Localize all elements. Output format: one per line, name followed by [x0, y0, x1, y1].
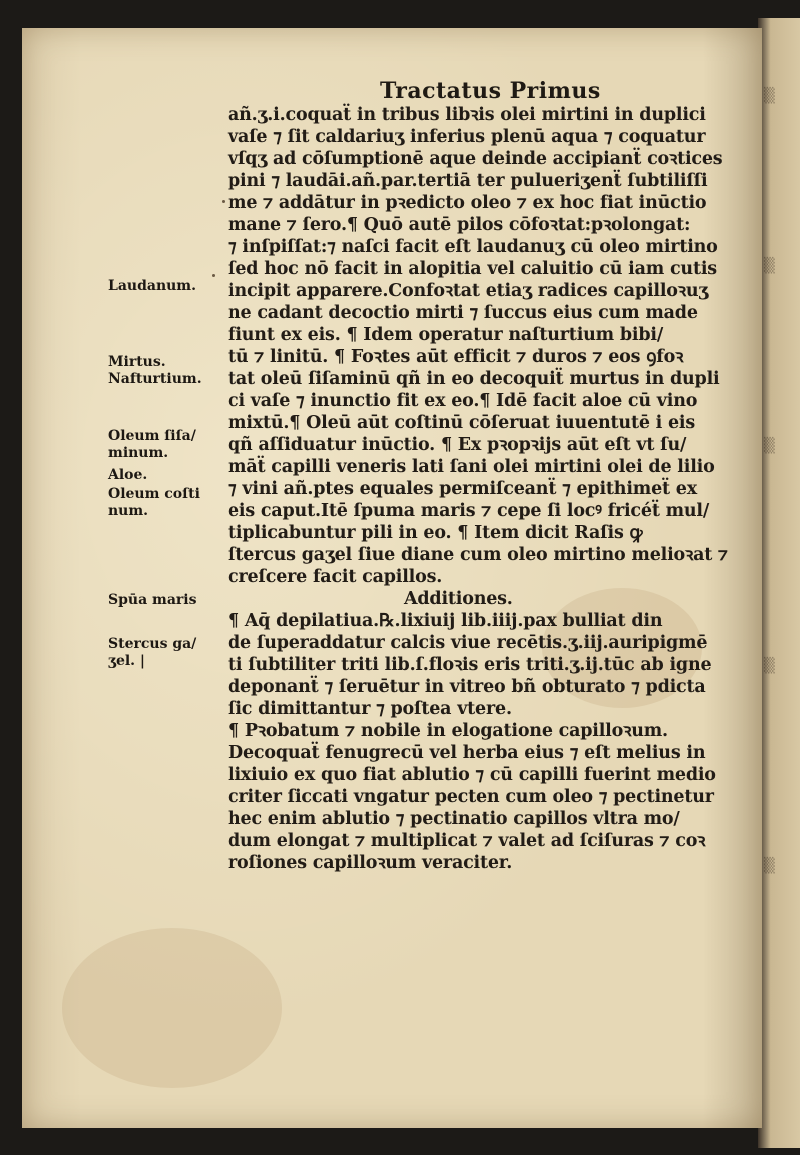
text-line: de ſuperaddatur calcis viue recētis.ʒ.iij.auripigmē: [228, 633, 708, 653]
text-line: criter ſiccati vngatur pecten cum oleo ⁊ pectinetur: [228, 787, 714, 807]
ink-speck: [212, 274, 215, 277]
text-line: ci vaſe ⁊ inunctio fit ex eo.¶ Idē facit aloe cū vino: [228, 391, 698, 411]
text-line: lixiuio ex quo fiat ablutio ⁊ cū capilli fuerint medio: [228, 765, 716, 785]
text-line: incipit apparere.Confoꝛtat etiaʒ radices capilloꝛuʒ: [228, 281, 709, 301]
text-line: mixtū.¶ Oleū aūt coſtinū cōſeruat iuuentutē i eis: [228, 413, 696, 433]
margin-note: Oleum coſti num.: [108, 486, 200, 519]
text-line: tū ⁊ linitū. ¶ Foꝛtes aūt efficit ⁊ duros ⁊ eos ꝯfoꝛ: [228, 347, 684, 367]
text-line: roſiones capilloꝛum veraciter.: [228, 853, 513, 873]
text-line: Decoquaẗ fenugrecū vel herba eius ⁊ eſt melius in: [228, 743, 706, 763]
text-line: ⁊ vini añ.ptes equales permiſceanẗ ⁊ epithimeẗ ex: [228, 479, 697, 499]
ink-speck: [222, 200, 225, 203]
text-line: ſed hoc nō facit in alopitia vel caluitio cū iam cutis: [228, 259, 717, 279]
main-text-column: [228, 104, 748, 874]
text-line: eis caput.Itē ſpuma maris ⁊ cepe ſi locꝰ fricéẗ mul/: [228, 501, 710, 521]
text-line: ⁊ inſpiſſat:⁊ naſci facit eſt laudanuʒ cū oleo mirtino: [228, 237, 718, 257]
text-line: me ⁊ addātur in pꝛedicto oleo ⁊ ex hoc fiat inūctio: [228, 193, 707, 213]
margin-note: Oleum ſiſa/ minum.: [108, 428, 196, 461]
text-line: vaſe ⁊ ſit caldariuʒ inferius plenū aqua ⁊ coquatur: [228, 127, 706, 147]
text-line: mane ⁊ ſero.¶ Quō autē pilos cōfoꝛtat:pꝛolongat:: [228, 215, 691, 235]
text-line: creſcere facit capillos.: [228, 567, 443, 587]
running-head: Tractatus Primus: [380, 78, 601, 104]
text-line: hec enim ablutio ⁊ pectinatio capillos vltra mo/: [228, 809, 680, 829]
text-line: vſqʒ ad cōſumptionē aque deinde accipianẗ coꝛtices: [228, 149, 723, 169]
text-line: ¶ Aq̄ depilatiua.℞.lixiuij lib.iiij.pax bulliat din: [228, 611, 663, 631]
text-line: dum elongat ⁊ multiplicat ⁊ valet ad ſciſuras ⁊ coꝛ: [228, 831, 706, 851]
text-line: añ.ʒ.i.coquaẗ in tribus libꝛis olei mirtini in duplici: [228, 105, 706, 125]
text-line: ti ſubtiliter triti lib.ſ.floꝛis eris triti.ʒ.ij.tūc ab igne: [228, 655, 712, 675]
facing-page-edge: ▒ ▒ ▒ ▒ ▒: [758, 18, 800, 1148]
margin-note: Mirtus. Nafturtium.: [108, 354, 202, 387]
text-line: fiunt ex eis. ¶ Idem operatur naſturtium bibi/: [228, 325, 664, 345]
margin-note: Stercus ga/ ʒel. |: [108, 636, 197, 669]
text-line: māẗ capilli veneris lati ſani olei mirtini olei de lilio: [228, 457, 715, 477]
text-line: ¶ Pꝛobatum ⁊ nobile in elogatione capilloꝛum.: [228, 721, 668, 741]
text-line: pini ⁊ laudāi.añ.par.tertiā ter pulueriʒenẗ ſubtiliſſi: [228, 171, 708, 191]
margin-note: Spūa maris: [108, 592, 197, 608]
text-line: tiplicabuntur pili in eo. ¶ Item dicit Raſis ꝙ: [228, 523, 643, 543]
paper-stain: [62, 928, 282, 1088]
margin-note: Laudanum.: [108, 278, 196, 294]
section-heading: Additiones.: [404, 589, 513, 609]
text-line: ne cadant decoctio mirti ⁊ ſuccus eius cum made: [228, 303, 698, 323]
text-line: tat oleū ſiſaminū qñ in eo decoquiẗ murtus in dupli: [228, 369, 720, 389]
text-line: qñ aſſiduatur inūctio. ¶ Ex pꝛopꝛijs aūt eſt vt ſu/: [228, 435, 687, 455]
margin-note: Aloe.: [108, 467, 148, 483]
text-line: deponanẗ ⁊ ſeruētur in vitreo bñ obturato ⁊ pdicta: [228, 677, 706, 697]
text-line: ſtercus gaʒel ſiue diane cum oleo mirtino melioꝛat ⁊: [228, 545, 728, 565]
text-line: ſic dimittantur ⁊ poſtea vtere.: [228, 699, 512, 719]
